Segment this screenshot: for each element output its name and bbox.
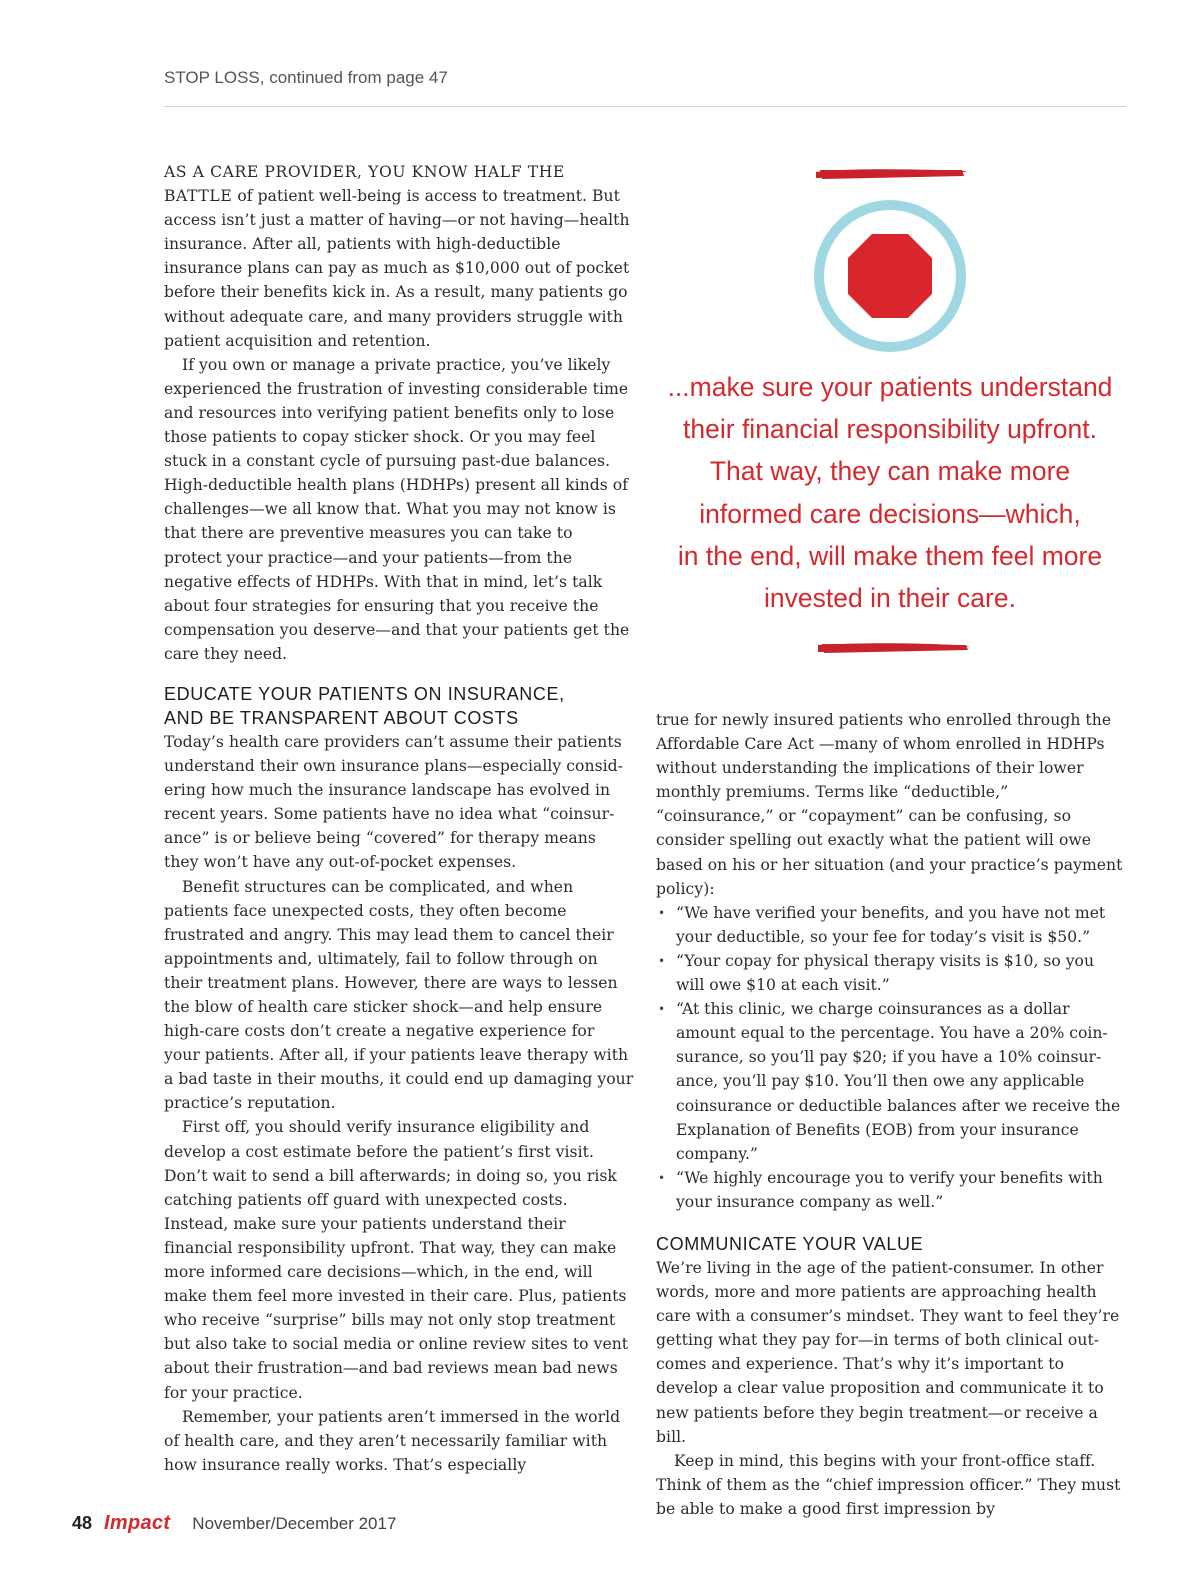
bullet-icon: •: [658, 1002, 666, 1017]
heading-line-1: EDUCATE YOUR PATIENTS ON INSURANCE,: [164, 683, 565, 704]
pull-quote-text: [650, 366, 1130, 619]
bullet-icon: •: [658, 1170, 666, 1185]
brush-stroke-bottom-icon: [650, 636, 1130, 660]
brush-stroke-top-icon: [650, 162, 1130, 186]
stop-sign-icon: [810, 198, 970, 358]
list-item: • “We have verified your benefits, and you have not met your deductible, so your fee for today’s visit is $50.”: [656, 901, 1126, 949]
quote-line-4: informed care decisions—which,: [699, 498, 1081, 529]
issue-date: November/December 2017: [192, 1514, 397, 1533]
page-number: 48: [72, 1513, 93, 1533]
left-column: [164, 160, 634, 1477]
quote-line-1: ...make sure your patients understand: [667, 372, 1113, 402]
intro-body: of patient well-being is access to treatment. But access isn’t just a matter of having—or not having—health insurance. After all, patients with high-deductible insurance plans can pay as much as $10,000 out of pocket before their benefits kick in. As a result, many patients go without adequate care, and many providers struggle with patient acquisition and retention.: [164, 187, 630, 350]
quote-line-2: their financial responsibility upfront.: [683, 414, 1097, 445]
list-item: • “At this clinic, we charge coinsurances as a dollar amount equal to the percentage. You have a 20% coin-surance, so you’ll pay $20; if you have a 10% coinsur-ance, you’ll pay $10. You’ll then owe any applicable coinsurance or deductible balances after we receive the Explanation of Benefits (EOB) from your insurance company.”: [656, 997, 1126, 1166]
paragraph-todays-providers: Today’s health care providers can’t assume their patients understand their own insurance plans—especially consid-ering how much the insurance landscape has evolved in recent years. Some patients have no idea what “coinsur-ance” is or believe being “covered” for therapy means they won’t have any out-of-pocket expenses.: [164, 732, 624, 872]
intro-paragraph: [164, 160, 634, 353]
section-heading-educate: [164, 682, 634, 730]
header-divider: [164, 106, 1126, 107]
page-footer: [72, 1512, 396, 1540]
paragraph-benefit-structures: Benefit structures can be complicated, and when patients face unexpected costs, they often become frustrated and angry. This may lead them to cancel their appointments and, ultimately, fail to follow through on their treatment plans. However, there are ways to lessen the blow of health care sticker shock—and help ensure high-care costs don’t create a negative experience for your patients. After all, if your patients leave therapy with a bad taste in their mouths, it could end up damaging your practice’s reputation.: [164, 877, 634, 1113]
bullet-icon: •: [658, 905, 666, 920]
list-item: • “Your copay for physical therapy visits is $10, so you will owe $10 at each visit.”: [656, 949, 1126, 997]
magazine-logo: Impact: [104, 1512, 171, 1534]
paragraph-private-practice: If you own or manage a private practice, you’ve likely experienced the frustration of investing considerable time and resources into verifying patient benefits only to lose those patients to copay sticker shock. Or you may feel stuck in a constant cycle of pursuing past-due balances. High-deductible health plans (HDHPs) present all kinds of challenges—we all know that. What you may not know is that there are preventive measures you can take to protect your practice—and your patients—from the negative effects of HDHPs. With that in mind, let’s talk about four strategies for ensuring that you receive the compensation you deserve—and that your patients get the care they need.: [164, 355, 630, 663]
right-column: [656, 708, 1126, 1521]
payment-examples-list: [656, 901, 1126, 1214]
paragraph-remember: Remember, your patients aren’t immersed in the world of health care, and they aren’t necessarily familiar with how insurance really works. That’s especially: [164, 1407, 621, 1474]
paragraph-newly-insured: true for newly insured patients who enrolled through the Affordable Care Act —many of whom enrolled in HDHPs without understanding the implications of their lower monthly premiums. Terms like “deductible,” “coinsurance,” or “copayment” can be confusing, so consider spelling out exactly what the patient will owe based on his or her situation (and your practice’s payment policy):: [656, 711, 1123, 898]
paragraph-patient-consumer: We’re living in the age of the patient-consumer. In other words, more and more patients are approaching health care with a consumer’s mindset. They want to feel they’re getting what they pay for—in terms of both clinical out-comes and experience. That’s why it’s important to develop a clear value proposition and communicate it to new patients before they begin treatment—or receive a bill.: [656, 1258, 1120, 1446]
quote-line-5: in the end, will make them feel more: [677, 540, 1103, 571]
pull-quote: [650, 160, 1130, 670]
intro-lead-caps: AS A CARE PROVIDER, YOU KNOW HALF THE BATTLE: [164, 163, 565, 206]
continued-from-header: STOP LOSS, continued from page 47: [164, 68, 448, 87]
paragraph-first-off: First off, you should verify insurance eligibility and develop a cost estimate before the patient’s first visit. Don’t wait to send a bill afterwards; in doing so, you risk catching patients off guard with unexpected costs. Instead, make sure your patients understand their financial responsibility upfront. That way, they can make more informed care decisions—which, in the end, will make them feel more invested in their care. Plus, patients who receive “surprise” bills may not only stop treatment but also take to social media or online review sites to vent about their frustration—and bad reviews mean bad news for your practice.: [164, 1118, 629, 1402]
list-item: • “We highly encourage you to verify your benefits with your insurance company as well.”: [656, 1166, 1126, 1214]
paragraph-front-office: Keep in mind, this begins with your front-office staff. Think of them as the “chief impression officer.” They must be able to make a good first impression by: [656, 1451, 1121, 1518]
heading-line-2: AND BE TRANSPARENT ABOUT COSTS: [164, 707, 519, 728]
quote-line-6: invested in their care.: [764, 583, 1016, 614]
section-heading-communicate: COMMUNICATE YOUR VALUE: [656, 1233, 924, 1254]
quote-line-3: That way, they can make more: [709, 456, 1071, 487]
bullet-icon: •: [658, 953, 666, 968]
